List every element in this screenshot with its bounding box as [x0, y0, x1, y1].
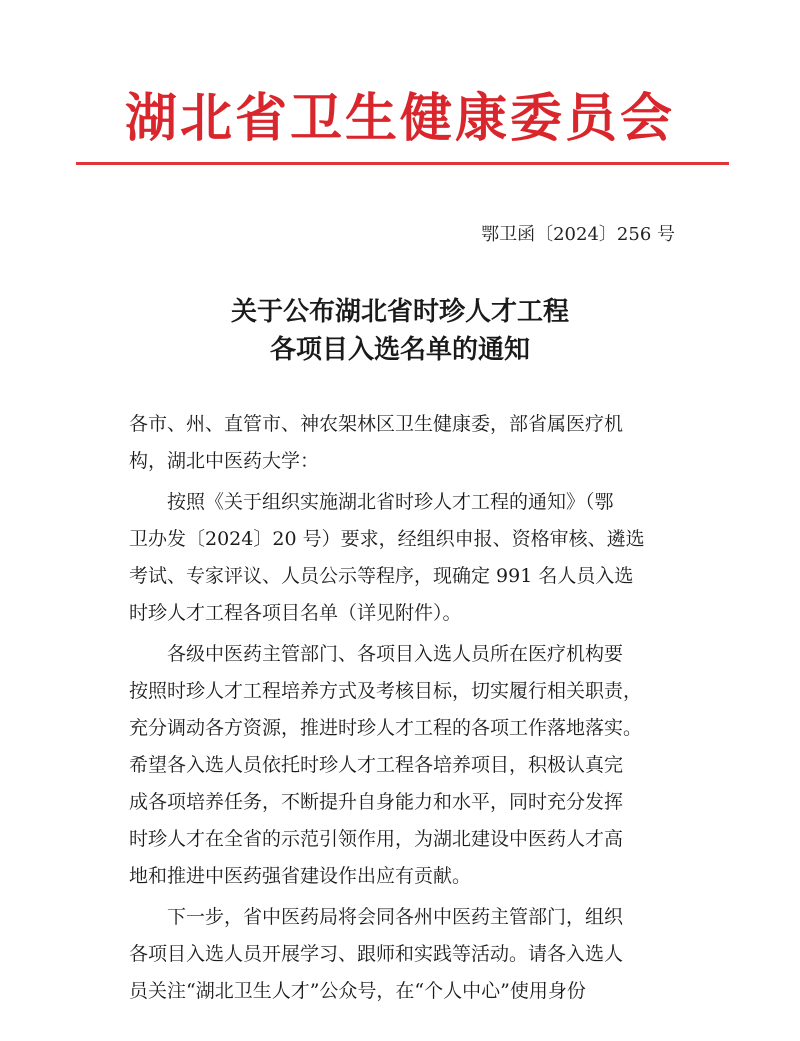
body-line: 各项目入选人员开展学习、跟师和实践等活动。请各入选人	[129, 943, 624, 965]
body-line: 按照《关于组织实施湖北省时珍人才工程的通知》（鄂	[129, 491, 614, 513]
body-line: 充分调动各方资源，推进时珍人才工程的各项工作落地落实。	[129, 717, 643, 739]
body-line: 下一步，省中医药局将会同各州中医药主管部门，组织	[129, 906, 624, 928]
letterhead-title: 湖北省卫生健康委员会	[124, 89, 675, 149]
body-line: 希望各入选人员依托时珍人才工程各培养项目，积极认真完	[129, 754, 624, 776]
body-line: 考试、专家评议、人员公示等程序，现确定 991 名人员入选	[129, 565, 634, 587]
body-line: 构，湖北中医药大学：	[129, 450, 320, 472]
body-line: 时珍人才工程各项目名单（详见附件）。	[129, 602, 462, 624]
document-title	[0, 293, 800, 369]
letterhead-divider	[76, 162, 729, 165]
body-line: 时珍人才在全省的示范引领作用，为湖北建设中医药人才高	[129, 828, 624, 850]
body-line: 员关注“湖北卫生人才”公众号，在“个人中心”使用身份	[129, 980, 586, 1002]
document-title-line-2: 各项目入选名单的通知	[269, 335, 530, 365]
body-line: 成各项培养任务，不断提升自身能力和水平，同时充分发挥	[129, 791, 624, 813]
body-line: 按照时珍人才工程培养方式及考核目标，切实履行相关职责，	[129, 680, 643, 702]
body-line: 各市、州、直管市、神农架林区卫生健康委，部省属医疗机	[129, 413, 624, 435]
document-title-line-1: 关于公布湖北省时珍人才工程	[230, 297, 569, 327]
body-line: 各级中医药主管部门、各项目入选人员所在医疗机构要	[129, 643, 624, 665]
document-body	[129, 406, 719, 1010]
body-line: 地和推进中医药强省建设作出应有贡献。	[129, 865, 472, 887]
document-number: 鄂卫函〔2024〕256 号	[481, 224, 675, 245]
body-line: 卫办发〔2024〕20 号）要求，经组织申报、资格审核、遴选	[129, 528, 645, 550]
